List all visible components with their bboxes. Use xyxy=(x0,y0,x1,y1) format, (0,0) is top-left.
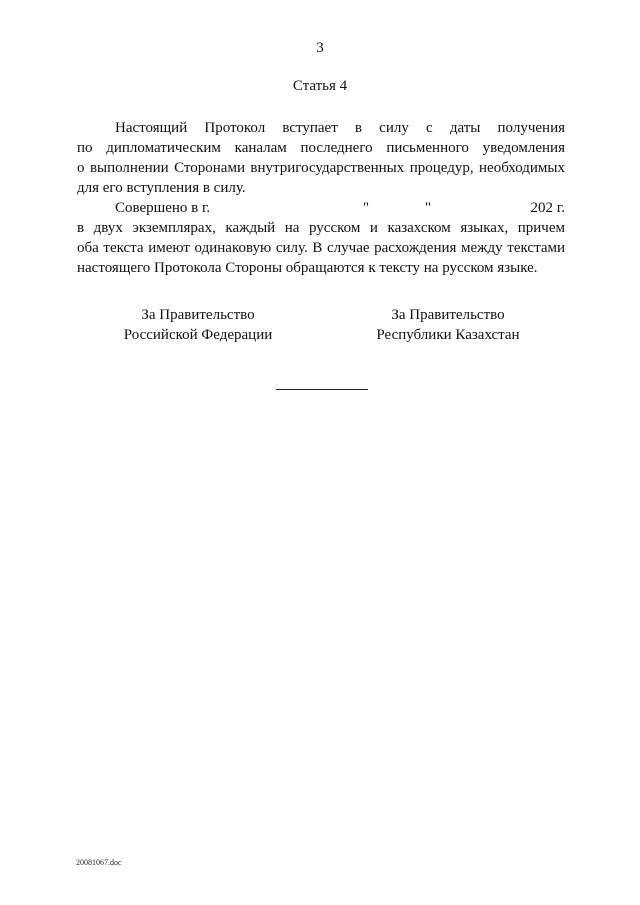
signatory-line: Республики Казахстан xyxy=(376,327,520,343)
signing-place-label: Совершено в г. xyxy=(115,200,211,216)
signatory-kazakhstan xyxy=(328,305,568,345)
article-title: Статья 4 xyxy=(292,78,348,94)
paragraph-line: по дипломатическим каналам последнего письменного уведомления xyxy=(77,140,565,156)
paragraph-done-at xyxy=(77,198,565,278)
signatory-line: За Правительство xyxy=(391,307,505,323)
paragraph-entry-into-force xyxy=(77,118,565,198)
paragraph-line: для его вступления в силу. xyxy=(77,180,246,196)
end-separator-line xyxy=(276,389,368,390)
paragraph-line: настоящего Протокола Стороны обращаются к тексту на русском языке. xyxy=(77,260,538,276)
page-number: 3 xyxy=(316,40,324,56)
signing-place-date-line xyxy=(77,198,565,218)
date-quote-close: " xyxy=(425,200,432,216)
paragraph-line: в двух экземплярах, каждый на русском и казахском языках, причем xyxy=(77,220,565,236)
signatory-line: Российской Федерации xyxy=(123,327,273,343)
signatory-russia xyxy=(78,305,318,345)
footer-filename: 20081067.doc xyxy=(76,858,122,867)
paragraph-line: оба текста имеют одинаковую силу. В случае расхождения между текстами xyxy=(77,240,565,256)
paragraph-line: о выполнении Сторонами внутригосударственных процедур, необходимых xyxy=(77,160,565,176)
signatory-line: За Правительство xyxy=(141,307,255,323)
date-quote-open: " xyxy=(363,200,370,216)
signing-year: 202 г. xyxy=(530,200,565,216)
paragraph-line: Настоящий Протокол вступает в силу с даты получения xyxy=(115,120,565,136)
